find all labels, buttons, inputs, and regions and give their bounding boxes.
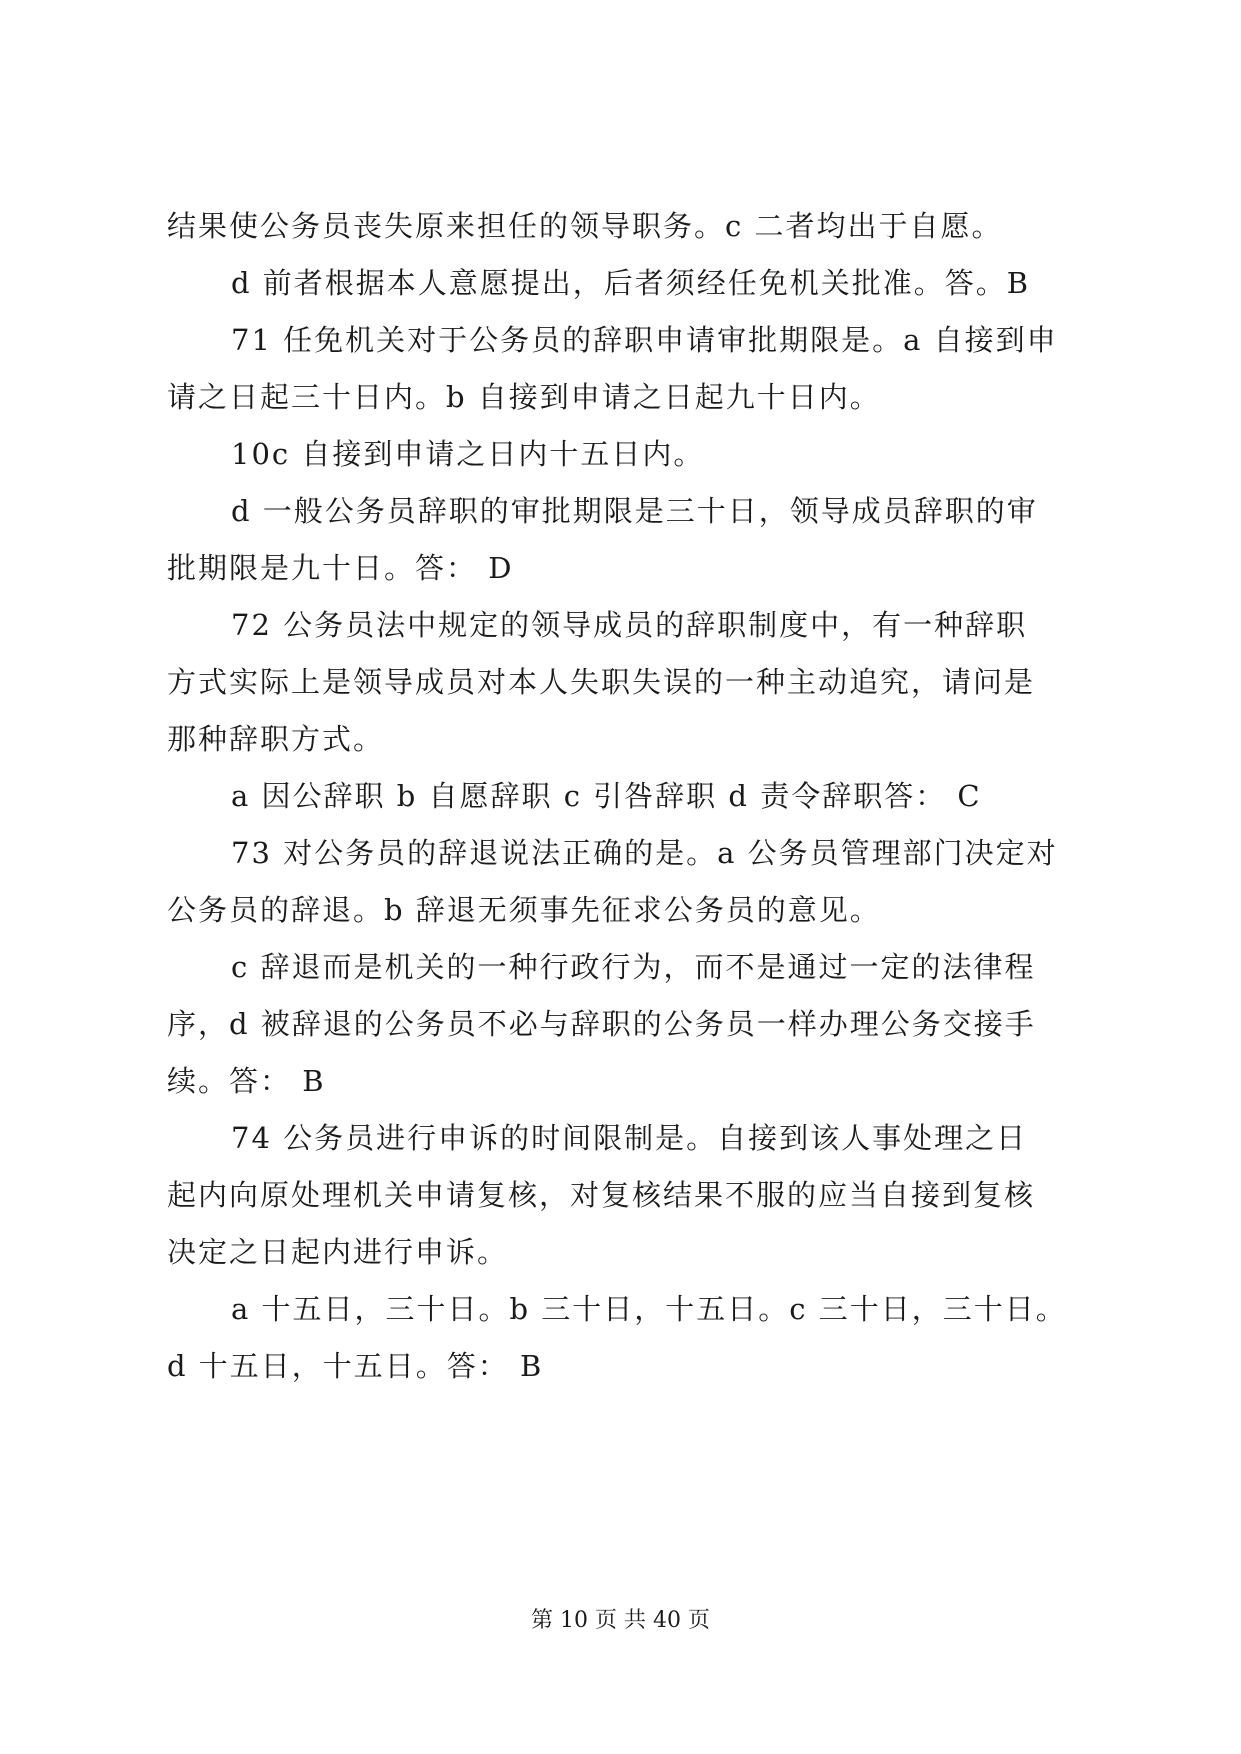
text-line: 序，d 被辞退的公务员不必与辞职的公务员一样办理公务交接手: [167, 1007, 1036, 1041]
text-line: 方式实际上是领导成员对本人失职失误的一种主动追究，请问是: [167, 665, 1036, 699]
text-line: d 十五日，十五日。答： B: [167, 1349, 544, 1383]
text-line: 请之日起三十日内。b 自接到申请之日起九十日内。: [167, 380, 881, 414]
text-line: d 前者根据本人意愿提出，后者须经任免机关批准。答。B: [231, 266, 1031, 300]
text-line: 公务员的辞退。b 辞退无须事先征求公务员的意见。: [167, 893, 881, 927]
text-line: a 因公辞职 b 自愿辞职 c 引咎辞职 d 责令辞职答： C: [231, 779, 982, 813]
text-line: c 辞退而是机关的一种行政行为，而不是通过一定的法律程: [231, 950, 1036, 984]
text-line: 批期限是九十日。答： D: [167, 551, 514, 585]
text-line: 10c 自接到申请之日内十五日内。: [231, 437, 705, 471]
text-line: 那种辞职方式。: [167, 722, 385, 756]
text-line: 73 对公务员的辞退说法正确的是。a 公务员管理部门决定对: [231, 836, 1058, 870]
text-line: a 十五日，三十日。b 三十日，十五日。c 三十日，三十日。: [231, 1292, 1067, 1326]
text-line: 74 公务员进行申诉的时间限制是。自接到该人事处理之日: [231, 1121, 1028, 1155]
text-line: 72 公务员法中规定的领导成员的辞职制度中，有一种辞职: [231, 608, 1028, 642]
text-line: 决定之日起内进行申诉。: [167, 1235, 509, 1269]
text-line: d 一般公务员辞职的审批期限是三十日，领导成员辞职的审: [231, 494, 1038, 528]
text-line: 起内向原处理机关申请复核，对复核结果不服的应当自接到复核: [167, 1178, 1036, 1212]
text-line: 结果使公务员丧失原来担任的领导职务。c 二者均出于自愿。: [167, 209, 1003, 243]
page-number-footer: 第 10 页 共 40 页: [531, 1608, 710, 1633]
text-line: 71 任免机关对于公务员的辞职申请审批期限是。a 自接到申: [231, 323, 1058, 357]
text-line: 续。答： B: [167, 1064, 326, 1098]
